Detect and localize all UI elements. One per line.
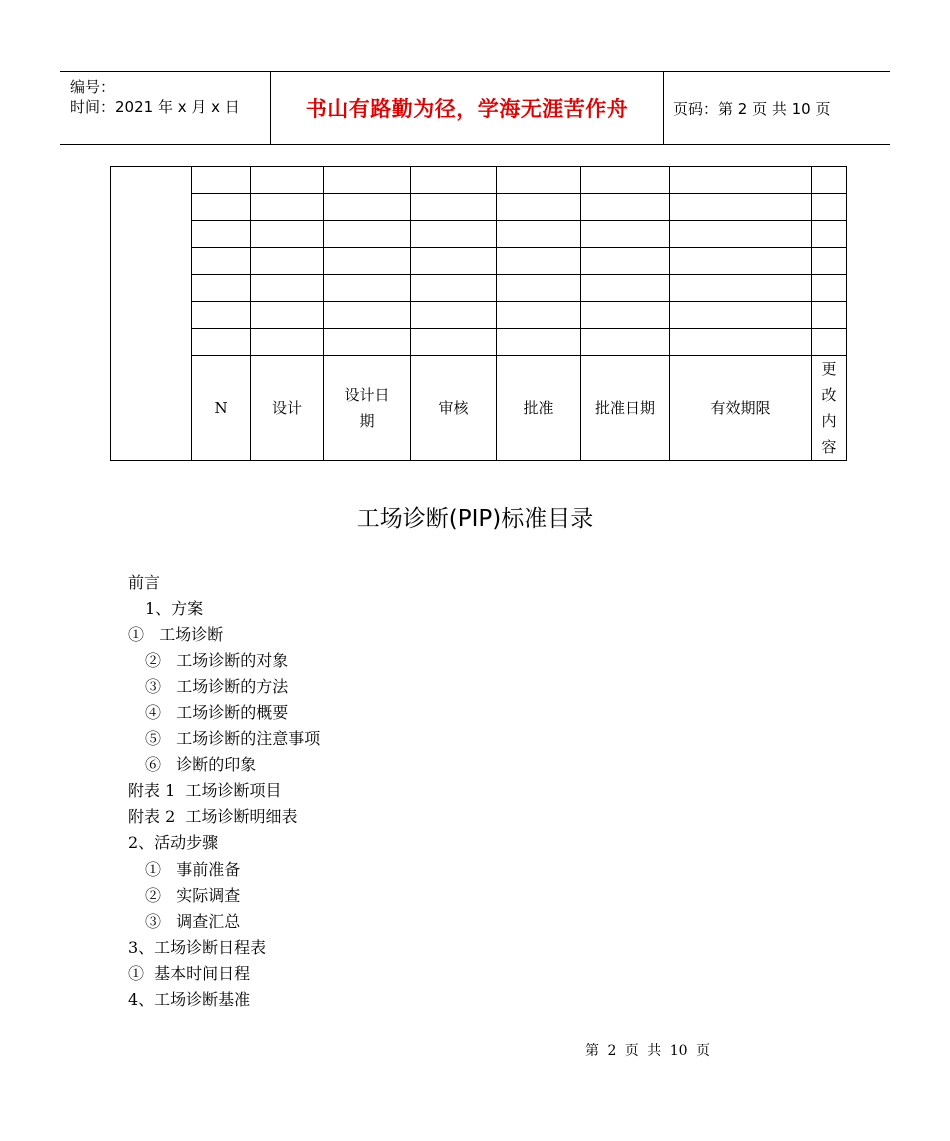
toc-item: 1、方案: [145, 599, 204, 618]
toc-item: ① 事前准备: [145, 860, 241, 879]
table-row: [111, 329, 847, 356]
toc-item: ③ 工场诊断的方法: [145, 677, 289, 696]
toc-item: 附表 1 工场诊断项目: [128, 781, 282, 800]
left-merged-cell: [111, 167, 192, 461]
header-meta: [60, 72, 270, 144]
page-title: 工场诊断(PIP)标准目录: [356, 506, 594, 532]
document-header: [60, 71, 890, 145]
table-row: [111, 194, 847, 221]
toc-item: 4、工场诊断基准: [128, 990, 251, 1009]
time-label: 时间：2021 年 x 月 x 日: [70, 98, 240, 116]
toc-item: 前言: [128, 573, 161, 592]
toc-item: 3、工场诊断日程表: [128, 938, 267, 957]
header-motto: 书山有路勤为径，学海无涯苦作舟: [270, 72, 664, 144]
header-approve: 批准: [497, 356, 581, 461]
toc-item: 附表 2 工场诊断明细表: [128, 807, 298, 826]
table-header-row: [111, 356, 847, 461]
toc-item: ① 工场诊断: [128, 625, 224, 644]
page-footer: 第 2 页 共 10 页: [585, 1043, 710, 1059]
header-validity: 有效期限: [670, 356, 812, 461]
number-label: 编号：: [70, 78, 116, 96]
toc-item: ① 基本时间日程: [128, 964, 251, 983]
table-row: [111, 167, 847, 194]
toc-item: ② 工场诊断的对象: [145, 651, 289, 670]
header-design: 设计: [251, 356, 324, 461]
header-change-text: 更改内容: [821, 360, 837, 456]
header-change: [812, 356, 847, 461]
toc-item: 2、活动步骤: [128, 833, 219, 852]
header-design-date-text: 设计日期: [344, 386, 390, 430]
toc-item: ⑤ 工场诊断的注意事项: [145, 729, 321, 748]
header-approve-date: 批准日期: [581, 356, 670, 461]
table-row: [111, 275, 847, 302]
header-review: 审核: [411, 356, 497, 461]
toc-item: ⑥ 诊断的印象: [145, 755, 257, 774]
toc-item: ③ 调查汇总: [145, 912, 241, 931]
header-n: N: [192, 356, 251, 461]
header-page-label: 页码：第 2 页 共 10 页: [673, 99, 831, 118]
toc-item: ② 实际调查: [145, 886, 241, 905]
header-design-date: [324, 356, 411, 461]
table-row: [111, 302, 847, 329]
revision-table: [110, 166, 847, 461]
table-row: [111, 248, 847, 275]
toc-item: ④ 工场诊断的概要: [145, 703, 289, 722]
table-row: [111, 221, 847, 248]
